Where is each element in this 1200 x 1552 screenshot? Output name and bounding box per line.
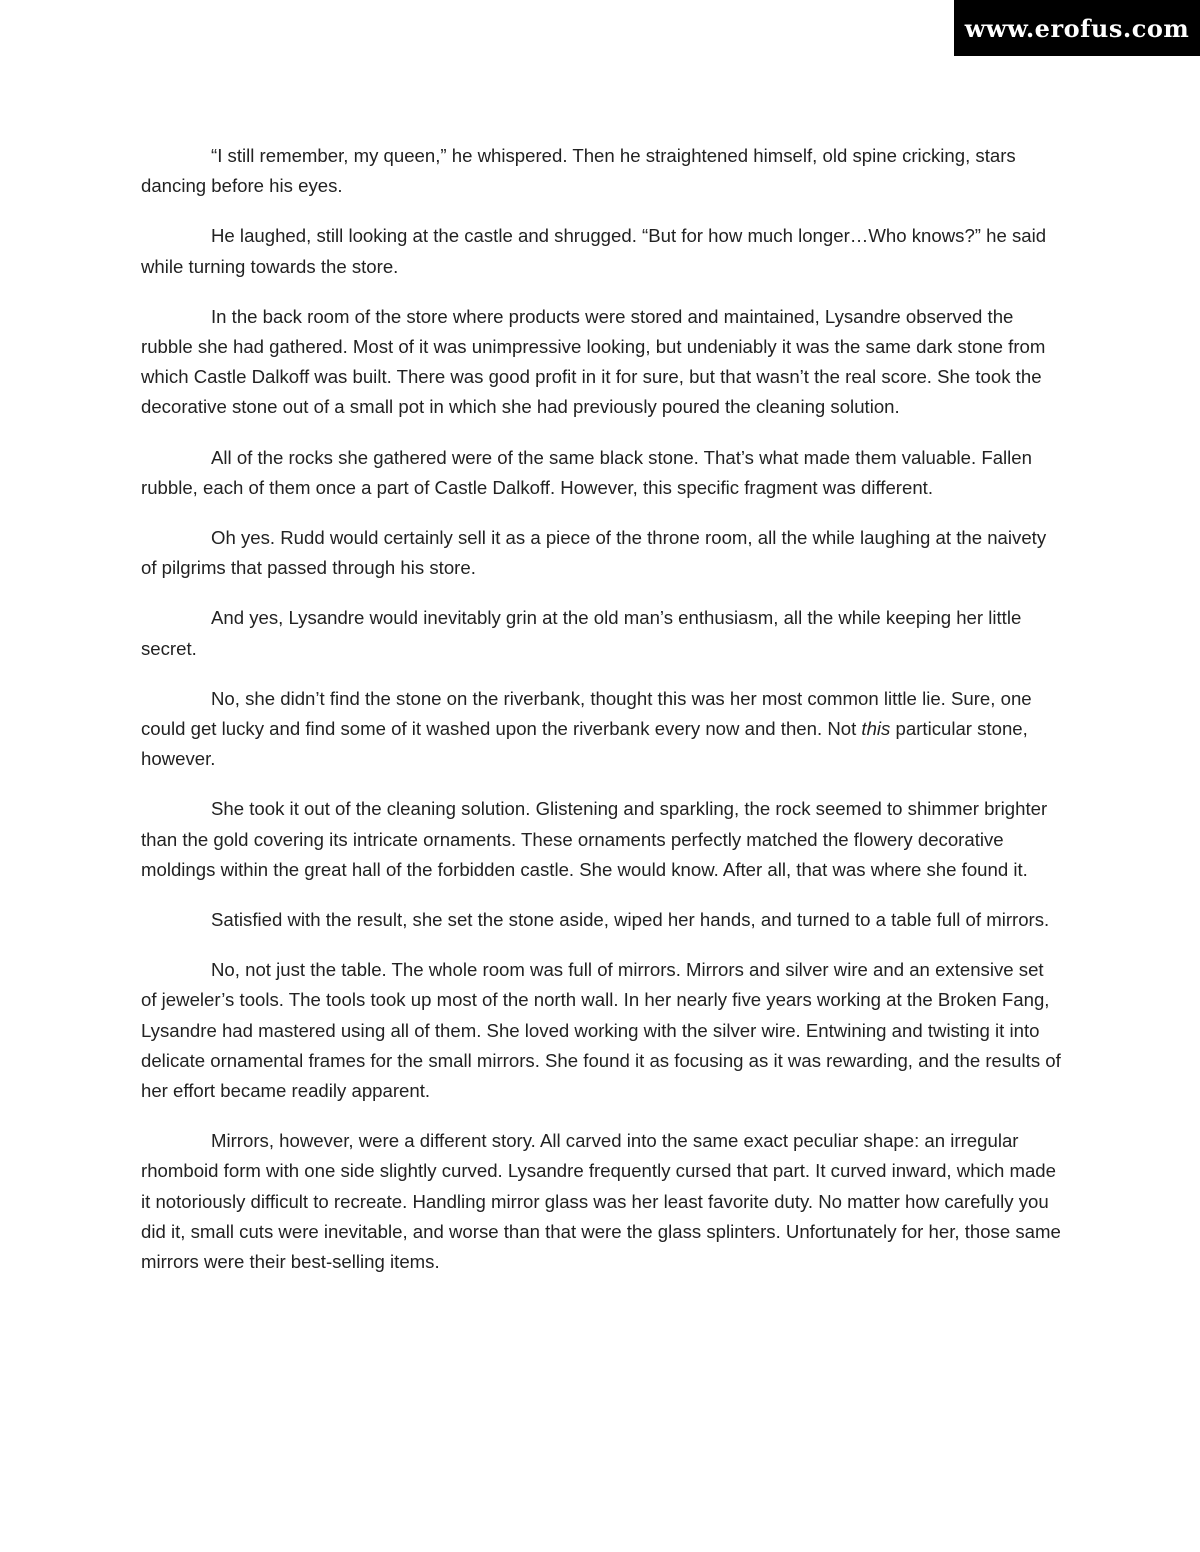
paragraph-8: She took it out of the cleaning solution. Glistening and sparkling, the rock seemed to shimmer brighter than the gold covering its intricate ornaments. These ornaments perfectly matched the flowery decorative moldings within the great hall of the forbidden castle. She would know. After all, that was where she found it. [141, 798, 1048, 880]
paragraph-7 [141, 684, 1063, 775]
paragraph-11: Mirrors, however, were a different story. All carved into the same exact peculiar shape: an irregular rhomboid form with one side slightly curved. Lysandre frequently cursed that part. It curved inward, which made it notoriously difficult to recreate. Handling mirror glass was her least favorite duty. No matter how carefully you did it, small cuts were inevitable, and worse than that were the glass splinters. Unfortunately for her, those same mirrors were their best-selling items. [141, 1130, 1061, 1273]
paragraph-10: No, not just the table. The whole room was full of mirrors. Mirrors and silver wire and an extensive set of jeweler’s tools. The tools took up most of the north wall. In her nearly five years working at the Broken Fang, Lysandre had mastered using all of them. She loved working with the silver wire. Entwining and twisting it into delicate ornamental frames for the small mirrors. She found it as focusing as it was rewarding, and the results of her effort became readily apparent. [141, 959, 1061, 1102]
document-body [141, 141, 1063, 1297]
paragraph-4: All of the rocks she gathered were of the same black stone. That’s what made them valuable. Fallen rubble, each of them once a part of Castle Dalkoff. However, this specific fragment was different. [141, 446, 1032, 498]
paragraph-3: In the back room of the store where products were stored and maintained, Lysandre observed the rubble she had gathered. Most of it was unimpressive looking, but undeniably it was the same dark stone from which Castle Dalkoff was built. There was good profit in it for sure, but that wasn’t the real score. She took the decorative stone out of a small pot in which she had previously poured the cleaning solution. [141, 305, 1046, 418]
paragraph-7-text-after: particular stone, however. [141, 718, 1028, 770]
paragraph-7-text-before: No, she didn’t find the stone on the riverbank, thought this was her most common little lie. Sure, one could get lucky and find some of it washed upon the riverbank every now and then. Not [141, 687, 1032, 740]
watermark-banner [954, 0, 1200, 56]
paragraph-1: “I still remember, my queen,” he whispered. Then he straightened himself, old spine cricking, stars dancing before his eyes. [141, 145, 1016, 197]
paragraph-2: He laughed, still looking at the castle and shrugged. “But for how much longer…Who knows?” he said while turning towards the store. [141, 225, 1047, 277]
paragraph-6: And yes, Lysandre would inevitably grin at the old man’s enthusiasm, all the while keeping her little secret. [141, 607, 1022, 659]
watermark-text: www.erofus.com [964, 13, 1190, 43]
paragraph-9: Satisfied with the result, she set the stone aside, wiped her hands, and turned to a table full of mirrors. [211, 909, 1050, 931]
paragraph-7-emphasis: this [861, 718, 891, 740]
paragraph-5: Oh yes. Rudd would certainly sell it as a piece of the throne room, all the while laughing at the naivety of pilgrims that passed through his store. [141, 527, 1047, 579]
